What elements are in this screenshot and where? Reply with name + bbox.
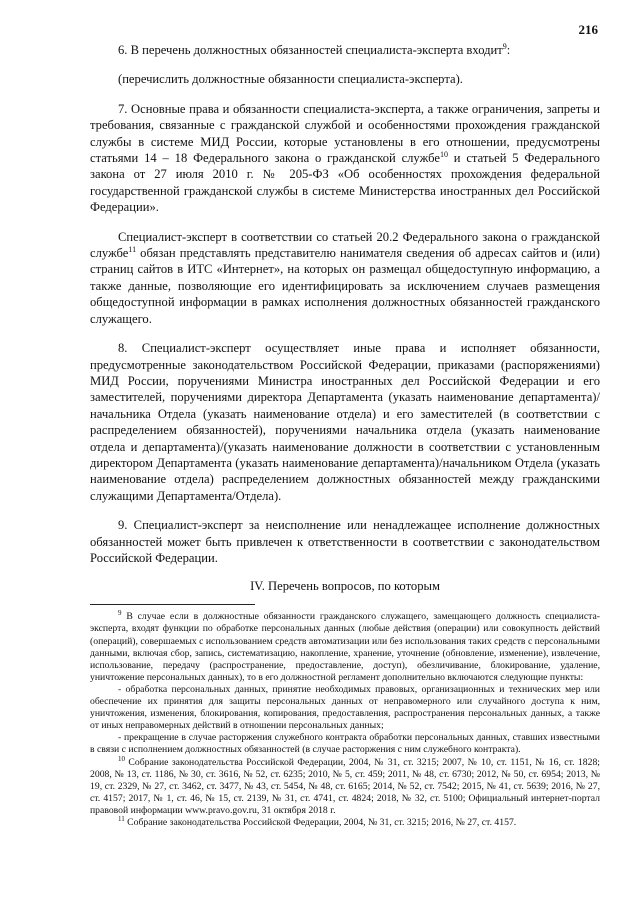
paragraph-6-placeholder: (перечислить должностные обязанности специалиста-эксперта). [118,72,463,87]
footnote-separator [90,604,255,605]
footnote-ref-9[interactable]: 9 [502,41,507,51]
paragraph-7: 7. Основные права и обязанности специалиста-эксперта, а также ограничения, запреты и требования, связанные с гражданской службой и особенностями прохождения гражданской службы в системе МИД России, которые установлены в его отношении, предусмотрены статьями 14 – 18 Федерального закона о гражданской службе$^{10}$ и статьей 5 Федерального закона от 27 июля 2010 г. № 205-ФЗ «Об особенностях прохождения федеральной государственной гражданской службы в системе Министерства иностранных дел Российской Федерации». [90,101,600,215]
footnote-ref-11[interactable]: 11 [128,244,137,254]
footnote-ref-10[interactable]: 10 [439,149,448,159]
page-number: 216 [578,22,598,37]
paragraph-9: 9. Специалист-эксперт за неисполнение или ненадлежащее исполнение должностных обязанностей может быть привлечен к ответственности в соответствии с законодательством Российской Федерации. [90,518,600,565]
paragraph-8: 8. Специалист-эксперт осуществляет иные права и исполняет обязанности, предусмотренные законодательством Российской Федерации, приказами (распоряжениями) МИД России, поручениями Министра иностранных дел Российской Федерации и его заместителей, поручениями директора Департамента (указать наименование департамента)/начальника Отдела (указать наименование отдела) и его заместителей (в соответствии с распределением обязанностей), поручениями начальника отдела (указать наименование отдела и департамента)/(указать наименование должности в соответствии с установленным директором Департамента (указать наименование департамента)/начальником Отдела (указать наименование отдела) распределением должностных обязанностей между гражданскими служащими Департамента/Отдела). [90,341,600,503]
footnote-9: $^9$ В случае если в должностные обязанности гражданского служащего, замещающего должность специалиста-эксперта, входят функции по обработке персональных данных (любые действия (операции) или совокупность действий (операций), совершаемых с использованием средств автоматизации или без использования таких средств с персональными данными, включая сбор, запись, систематизацию, накопление, хранение, уточнение (обновление, изменение), извлечение, использование, передачу (распространение, предоставление, доступ), обезличивание, блокирование, удаление, уничтожение персональных данных), то в его должностной регламент дополнительно включаются следующие пункты: [90,609,600,683]
main-text [90,42,600,566]
footnote-10: $^{10}$ Собрание законодательства Российской Федерации, 2004, № 31, ст. 3215; 2007, № 10, ст. 1151, № 16, ст. 1828; 2008, № 13, ст. 1186, № 30, ст. 3616, № 52, ст. 6235; 2010, № 5, ст. 459; 2011, № 48, ст. 6730; 2012, № 50, ст. 6954; 2013, № 19, ст. 2329, № 27, ст. 3462, ст. 3477, № 43, ст. 5454, № 48, ст. 6165; 2014, № 52, ст. 7542; 2015, № 41, ст. 5639; 2016, № 27, ст. 4157; 2017, № 1, ст. 46, № 15, ст. 2139, № 31, ст. 4741, ст. 4824; 2018, № 32, ст. 5100; Официальный интернет-портал правовой информации www.pravo.gov.ru, 31 октября 2018 г. [90,754,600,816]
section-heading: IV. Перечень вопросов, по которым [250,579,440,594]
footnote-9-item-termination: - прекращение в случае расторжения служебного контракта обработки персональных данных, ставших известными в связи с исполнением должностных обязанностей (в случае расторжения с ним служебного контракта). [90,732,600,756]
paragraph-6: 6. В перечень должностных обязанностей специалиста-эксперта входит$^9$: [118,41,511,57]
footnote-11: $^{11}$ Собрание законодательства Российской Федерации, 2004, № 31, ст. 3215; 2016, № 27, ст. 4157. [118,814,517,828]
footnote-9-item-processing: - обработка персональных данных, принятие необходимых правовых, организационных и технических мер или обеспечение их принятия для защиты персональных данных от неправомерного или случайного доступа к ним, уничтожения, изменения, блокирования, копирования, предоставления, распространения персональных данных, а также от иных неправомерных действий в отношении персональных данных; [90,683,600,732]
paragraph-7-internet: Специалист-эксперт в соответствии со статьей 20.2 Федерального закона о гражданской службе$^{11}$ обязан представлять представителю нанимателя сведения об адресах сайтов и (или) страниц сайтов в ИТС «Интернет», на которых он размещал общедоступную информацию, а также данные, позволяющие его идентифицировать за исключением случаев размещения общедоступной информации в рамках исполнения должностных обязанностей гражданского служащего. [90,229,600,326]
footnotes [90,611,600,829]
